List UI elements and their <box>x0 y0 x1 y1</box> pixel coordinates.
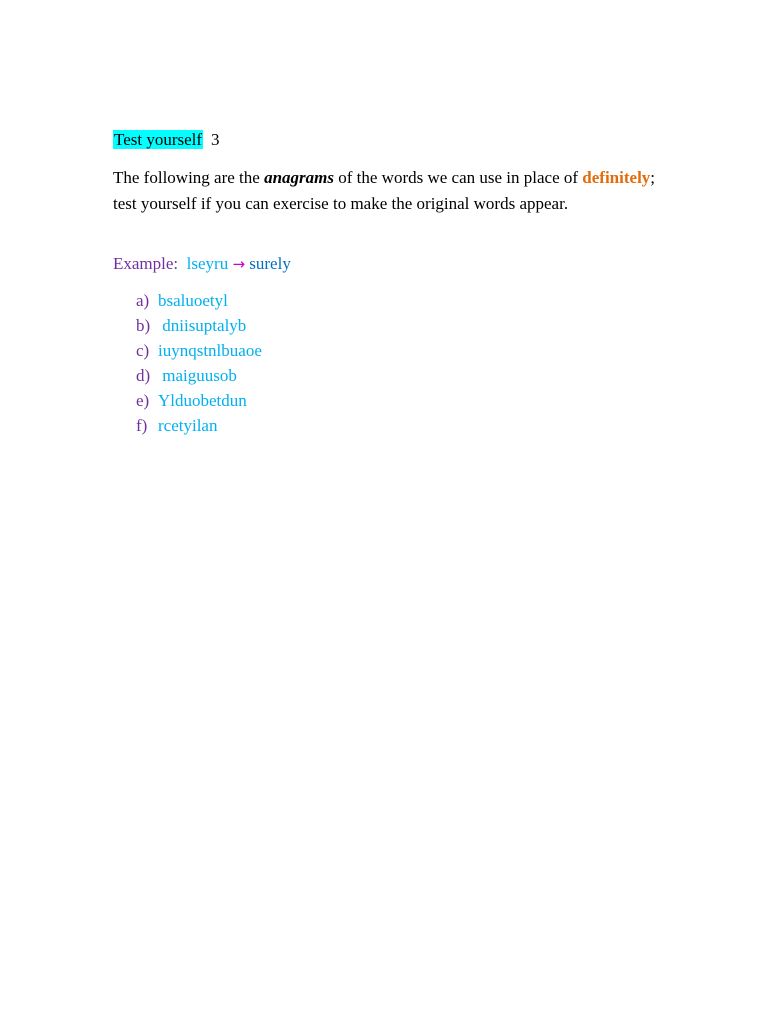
anagram-word: rcetyilan <box>158 416 218 435</box>
instructions-paragraph <box>113 165 673 216</box>
example-scrambled: lseyru <box>186 254 229 273</box>
item-marker: a) <box>136 291 150 310</box>
list-item <box>136 289 262 314</box>
intro-text-3: ; test yourself if you can exercise to make the original words appear. <box>113 168 656 213</box>
item-marker: b) <box>136 316 151 335</box>
example-answer: surely <box>249 254 291 273</box>
intro-text-1: The following are the <box>113 168 265 187</box>
example-line <box>113 252 291 276</box>
heading-label: Test yourself <box>114 130 203 149</box>
item-marker: f) <box>136 416 148 435</box>
list-item <box>136 364 262 389</box>
item-marker: c) <box>136 341 150 360</box>
anagram-word: bsaluoetyl <box>158 291 228 310</box>
intro-text-2: of the words we can use in place of <box>333 168 583 187</box>
exercise-heading <box>113 128 220 152</box>
anagram-list <box>136 289 262 439</box>
anagram-word: Ylduobetdun <box>158 391 247 410</box>
item-marker: d) <box>136 366 151 385</box>
list-item <box>136 339 262 364</box>
anagram-word: maiguusob <box>158 366 237 385</box>
keyword-definitely: definitely <box>582 168 651 187</box>
anagram-word: iuynqstnlbuaoe <box>158 341 262 360</box>
right-arrow-icon: → <box>232 255 246 273</box>
list-item <box>136 414 262 439</box>
item-marker: e) <box>136 391 150 410</box>
list-item <box>136 314 262 339</box>
anagrams-term: anagrams <box>264 168 334 187</box>
example-label: Example: <box>113 254 179 273</box>
heading-number: 3 <box>211 130 220 149</box>
anagram-word: dniisuptalyb <box>158 316 247 335</box>
list-item <box>136 389 262 414</box>
